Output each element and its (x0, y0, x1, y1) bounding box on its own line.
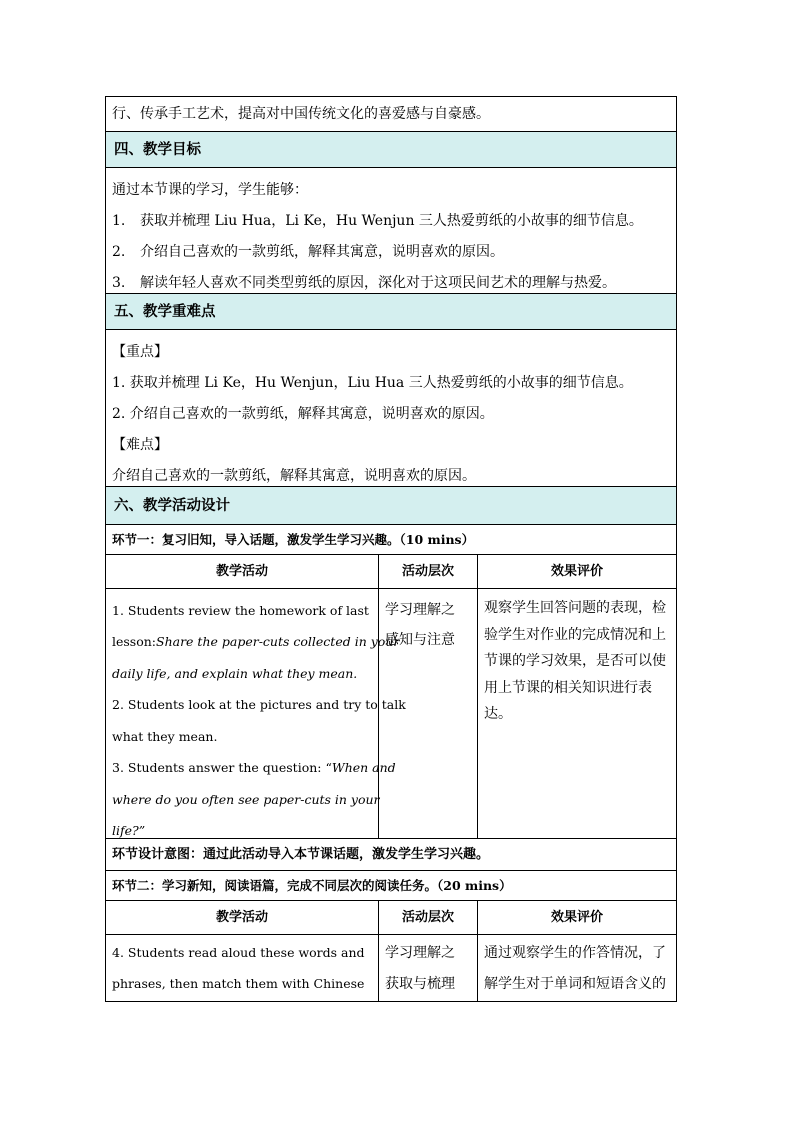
level-line: 学习理解之 (385, 602, 455, 618)
stage1-level-cell (379, 589, 478, 838)
stage1-col-evaluation: 效果评价 (550, 563, 603, 579)
activity-line: phrases, then match them with Chinese (112, 976, 365, 992)
activity-line: 2. Students look at the pictures and try to talk (112, 697, 406, 713)
activity-line: life?” (112, 823, 146, 839)
section-activities-header (105, 487, 677, 525)
goal-item-1: 1. 获取并梳理 Liu Hua，Li Ke，Hu Wenjun 三人热爱剪纸的小故事的细节信息。 (112, 212, 643, 229)
stage1-title-row (105, 525, 677, 555)
stage2-col-evaluation: 效果评价 (550, 909, 603, 925)
evaluation-line: 通过观察学生的作答情况，了 (484, 944, 666, 961)
stage1-intent-row (105, 839, 677, 871)
activity-line: daily life, and explain what they mean. (112, 665, 358, 681)
lesson-plan-document (105, 96, 677, 1002)
stage2-col-level: 活动层次 (379, 901, 478, 934)
stage2-evaluation-cell (478, 935, 676, 1001)
evaluation-line: 验学生对作业的完成情况和上 (484, 626, 666, 643)
activity-line: what they mean. (112, 728, 218, 744)
evaluation-line: 达。 (484, 706, 512, 723)
evaluation-line: 节课的学习效果，是否可以使 (484, 653, 666, 670)
evaluation-line: 用上节课的相关知识进行表 (484, 679, 652, 696)
difficult-points-label: 【难点】 (112, 436, 168, 453)
section-goals-header (105, 132, 677, 168)
activity-line: 4. Students read aloud these words and (112, 944, 365, 960)
difficult-point-text: 介绍自己喜欢的一款剪纸，解释其寓意，说明喜欢的原因。 (112, 467, 476, 484)
activity-line: where do you often see paper-cuts in your (112, 791, 380, 807)
stage2-col-activity: 教学活动 (106, 901, 379, 934)
level-line: 获取与梳理 (385, 976, 455, 993)
stage1-intent: 环节设计意图：通过此活动导入本节课话题，激发学生学习兴趣。 (112, 846, 490, 862)
section-goals-body (105, 168, 677, 294)
activity-line: lesson: Share the paper-cuts collected in your (112, 634, 400, 650)
level-line: 学习理解之 (385, 944, 455, 961)
stage1-table-header (105, 555, 677, 589)
stage2-title: 环节二：学习新知，阅读语篇，完成不同层次的阅读任务。（20 mins） (112, 877, 512, 893)
stage2-table-row (105, 935, 677, 1002)
key-point-2: 2. 介绍自己喜欢的一款剪纸，解释其寓意，说明喜欢的原因。 (112, 405, 494, 422)
section-focus-header (105, 294, 677, 330)
goal-item-2: 2. 介绍自己喜欢的一款剪纸，解释其寓意，说明喜欢的原因。 (112, 243, 504, 260)
section-goals-title: 四、教学目标 (114, 140, 201, 158)
stage2-title-row (105, 871, 677, 901)
activity-line: 1. Students review the homework of last (112, 602, 369, 618)
stage1-col-level: 活动层次 (379, 555, 478, 588)
stage2-table-header (105, 901, 677, 935)
section-activities-title: 六、教学活动设计 (114, 496, 230, 514)
activity-line: 3. Students answer the question: “ When and (112, 760, 396, 776)
level-line: 感知与注意 (385, 632, 455, 648)
stage1-col-activity: 教学活动 (106, 555, 379, 588)
section-focus-body (105, 330, 677, 487)
evaluation-line: 观察学生回答问题的表现，检 (484, 600, 666, 617)
evaluation-line: 解学生对于单词和短语含义的 (484, 976, 666, 993)
key-point-1: 1. 获取并梳理 Li Ke，Hu Wenjun，Liu Hua 三人热爱剪纸的小故事的细节信息。 (112, 374, 633, 391)
stage1-table-row (105, 589, 677, 839)
goals-intro: 通过本节课的学习，学生能够： (112, 181, 308, 198)
stage2-activity-cell (106, 935, 379, 1001)
section-focus-title: 五、教学重难点 (114, 302, 216, 320)
stage1-evaluation-cell (478, 589, 676, 838)
key-points-label: 【重点】 (112, 343, 168, 360)
stage2-level-cell (379, 935, 478, 1001)
intro-continuation (105, 96, 677, 132)
stage1-activity-cell (106, 589, 406, 839)
goal-item-3: 3. 解读年轻人喜欢不同类型剪纸的原因，深化对于这项民间艺术的理解与热爱。 (112, 274, 616, 291)
intro-line: 行、传承手工艺术，提高对中国传统文化的喜爱感与自豪感。 (112, 106, 490, 122)
stage1-title: 环节一：复习旧知，导入话题，激发学生学习兴趣。（10 mins） (112, 531, 475, 547)
